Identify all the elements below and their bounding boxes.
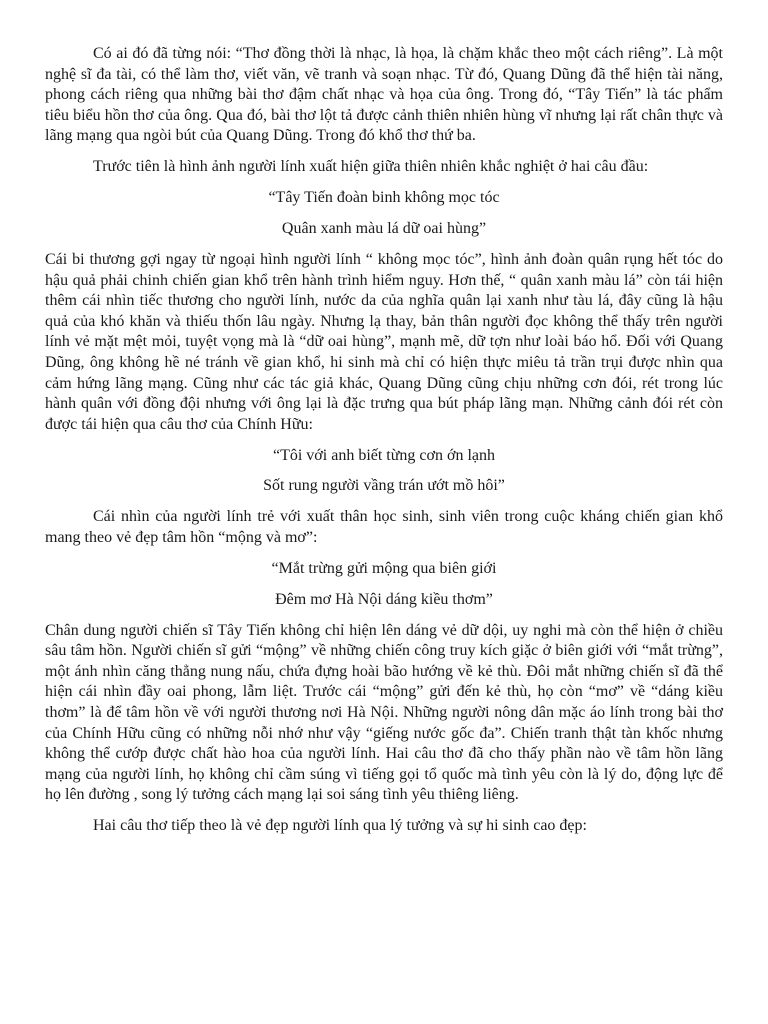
analysis-paragraph: Chân dung người chiến sĩ Tây Tiến không chỉ hiện lên dáng vẻ dữ dội, uy nghi mà còn thể hiện ở chiều sâu tâm hồn. Người chiến sĩ gửi “mộng” về những chiến công truy kích giặc ở biên giới với “mắt trừng”, một ánh nhìn căng thẳng nung nấu, chứa đựng hoài bão hướng về kẻ thù. Đôi mắt những chiến sĩ đã thể hiện cái nhìn đầy oai phong, lẫm liệt. Trước cái “mộng” gửi đến kẻ thù, họ còn “mơ” về “dáng kiều thơm” là để tâm hồn về với người thương nơi Hà Nội. Những người nông dân mặc áo lính trong bài thơ của Chính Hữu cũng có những nỗi nhớ như vậy “giếng nước gốc đa”. Chiến tranh thật tàn khốc nhưng không thể cướp được chất hào hoa của người lính. Hai câu thơ đã cho thấy phần nào về tâm hồn lãng mạng của người lính, họ không chỉ cầm súng vì tiếng gọi tổ quốc mà tình yêu còn là lý do, động lực để họ lên đường , song lý tưởng cách mạng lại soi sáng tình yêu thiêng liêng. — [45, 621, 723, 804]
verse-line: “Tây Tiến đoàn binh không mọc tóc — [268, 189, 500, 207]
verse-line: Sốt rung người vầng trán ướt mồ hôi” — [263, 477, 505, 495]
lead-in-paragraph: Cái nhìn của người lính trẻ với xuất thân học sinh, sinh viên trong cuộc kháng chiến gian khổ mang theo vẻ đẹp tâm hồn “mộng và mơ”: — [45, 508, 723, 546]
lead-in-paragraph: Hai câu thơ tiếp theo là vẻ đẹp người lính qua lý tưởng và sự hi sinh cao đẹp: — [93, 817, 587, 835]
verse-line: Quân xanh màu lá dữ oai hùng” — [281, 220, 487, 238]
analysis-paragraph: Cái bi thương gợi ngay từ ngoại hình người lính “ không mọc tóc”, hình ảnh đoàn quân rụng hết tóc do hậu quả phải chinh chiến gian khổ trên hành trình hiểm nguy. Hơn thế, “ quân xanh màu lá” còn tái hiện thêm cái nhìn tiếc thương cho người lính, nước da của nghĩa quân lại xanh như tàu lá, đây cũng là hậu quả của khó khăn và thiếu thốn lâu ngày. Nhưng lạ thay, bản thân người đọc không thể thấy trên người lính vẻ mặt mệt mỏi, tuyệt vọng mà là “dữ oai hùng”, mạnh mẽ, dữ tợn như loài báo hổ. Đối với Quang Dũng, ông không hề né tránh về gian khổ, hi sinh mà chỉ có hiện thực miêu tả trần trụi được nhìn qua cảm hứng lãng mạng. Cũng như các tác giả khác, Quang Dũng cũng chịu những cơn đói, rét trong lúc hành quân với đồng đội nhưng với ông lại là đặc trưng qua bút pháp lãng mạn. Những cảnh đói rét còn được tái hiện qua câu thơ của Chính Hữu: — [45, 250, 723, 433]
verse-line: “Tôi với anh biết từng cơn ớn lạnh — [272, 446, 495, 464]
lead-in-paragraph: Trước tiên là hình ảnh người lính xuất hiện giữa thiên nhiên khắc nghiệt ở hai câu đầu: — [93, 158, 649, 176]
verse-line: Đêm mơ Hà Nội dáng kiều thơm” — [275, 590, 493, 608]
document-page — [45, 44, 723, 847]
verse-line: “Mắt trừng gửi mộng qua biên giới — [271, 559, 497, 577]
intro-paragraph: Có ai đó đã từng nói: “Thơ đồng thời là nhạc, là họa, là chặm khắc theo một cách riêng”. Là một nghệ sĩ đa tài, có thể làm thơ, viết văn, vẽ tranh và soạn nhạc. Từ đó, Quang Dũng đã thể hiện tài năng, phong cách riêng qua những bài thơ đậm chất nhạc và họa của ông. Trong đó, “Tây Tiến” là tác phẩm tiêu biểu hồn thơ của ông. Qua đó, bài thơ lột tả được cảnh thiên nhiên hùng vĩ nhưng lại rất chân thực và lãng mạng qua ngòi bút của Quang Dũng. Trong đó khổ thơ thứ ba. — [45, 45, 723, 145]
